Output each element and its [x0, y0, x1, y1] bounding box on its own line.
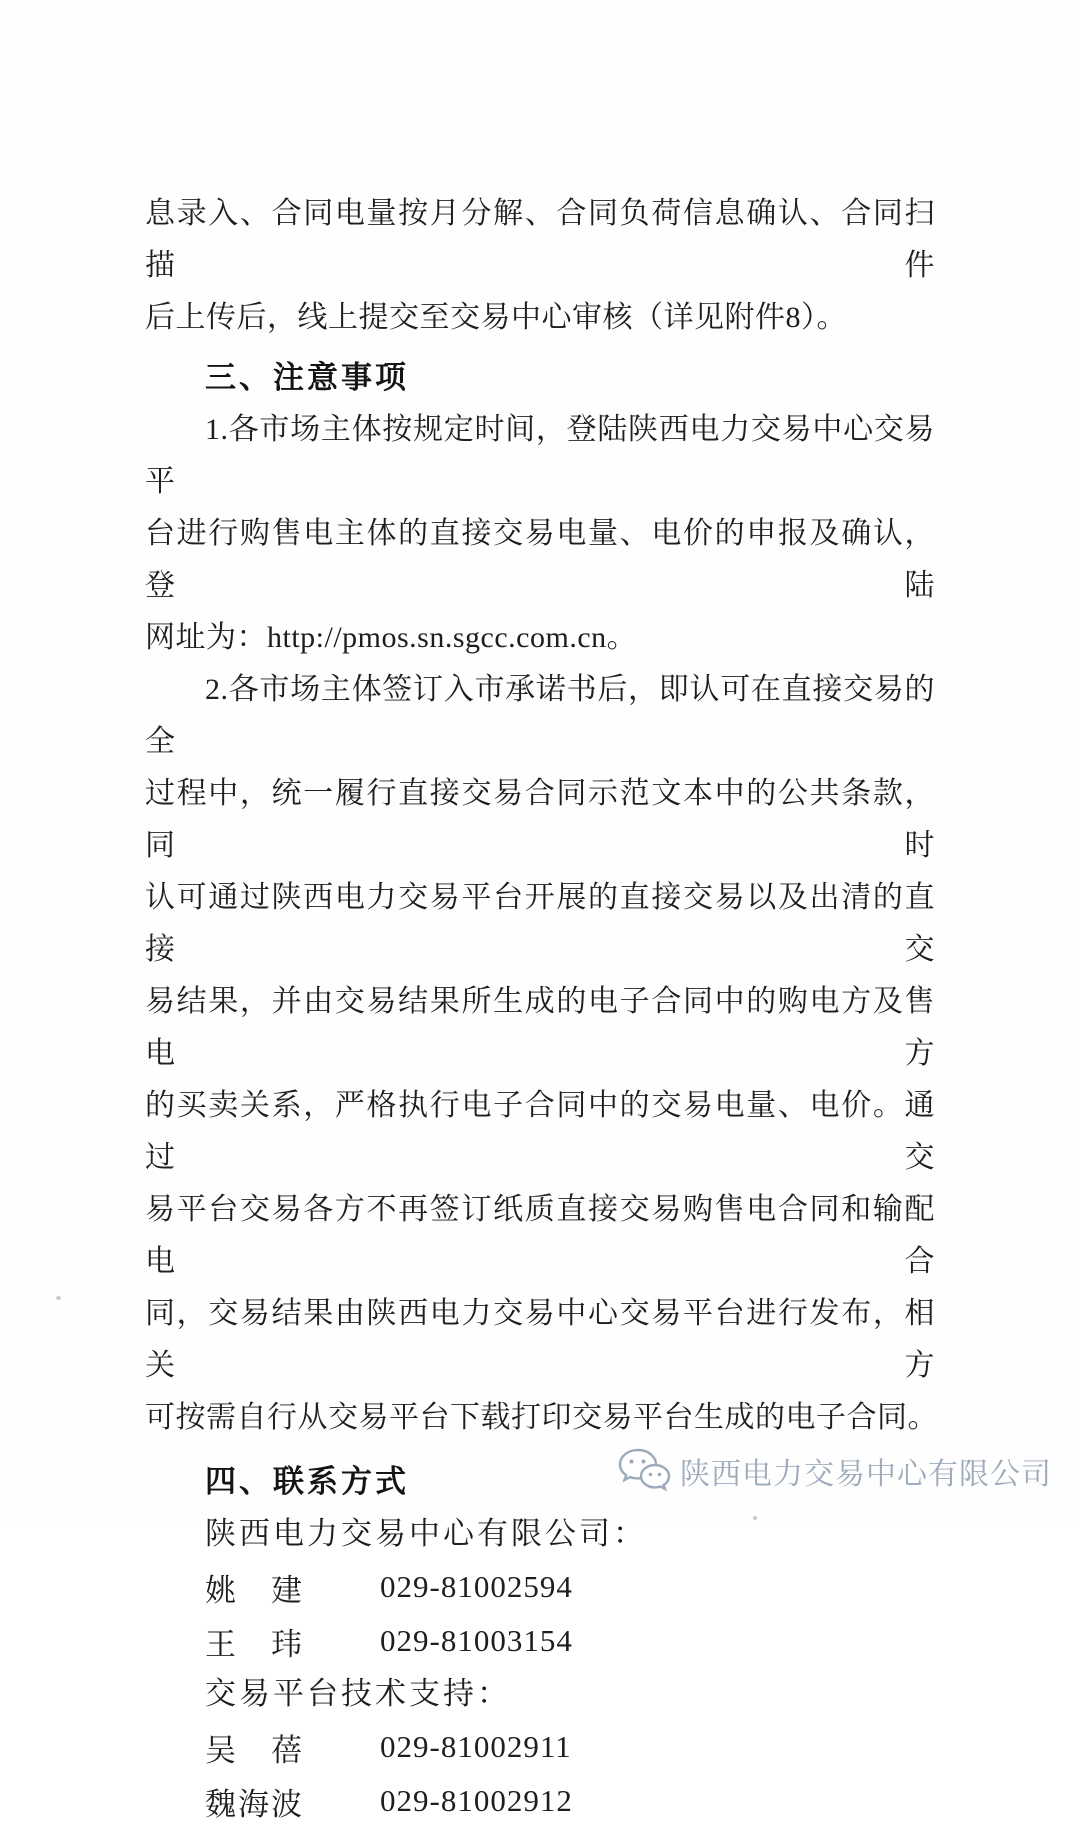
- contact-phone: 029-81002594: [380, 1569, 573, 1604]
- contact-name: 姚 建: [205, 1572, 304, 1608]
- item2-line: 同，交易结果由陕西电力交易中心交易平台进行发布，相关方: [145, 1297, 935, 1382]
- section3-heading: 三、注意事项: [205, 360, 409, 395]
- contact-row: [145, 1720, 935, 1774]
- contact-name: 魏海波: [205, 1786, 304, 1822]
- contact-name: 吴 蓓: [205, 1732, 304, 1768]
- contact-row: [145, 1774, 935, 1828]
- item2-line: 易平台交易各方不再签订纸质直接交易购售电合同和输配电合: [145, 1193, 935, 1278]
- item1-line-url: 网址为：http://pmos.sn.sgcc.com.cn。: [145, 621, 638, 654]
- account-name: 陕西电力交易中心有限公司: [680, 1458, 1052, 1491]
- wechat-icon: [618, 1448, 670, 1494]
- item2-line: 认可通过陕西电力交易平台开展的直接交易以及出清的直接交: [145, 881, 935, 966]
- item2-line: 可按需自行从交易平台下载打印交易平台生成的电子合同。: [145, 1401, 938, 1434]
- tech-support-line: 交易平台技术支持：: [205, 1676, 511, 1711]
- contact-phone: 029-81002912: [380, 1783, 573, 1818]
- scan-speck: [56, 1296, 61, 1300]
- contact-phone: 029-81003154: [380, 1623, 573, 1658]
- intro-line: 息录入、合同电量按月分解、合同负荷信息确认、合同扫描件: [145, 197, 935, 282]
- item2-line: 易结果，并由交易结果所生成的电子合同中的购电方及售电方: [145, 985, 935, 1070]
- section4-heading: 四、联系方式: [205, 1464, 409, 1499]
- contact-row: [145, 1560, 935, 1614]
- item2-line: 过程中，统一履行直接交易合同示范文本中的公共条款，同时: [145, 777, 935, 862]
- intro-line: 后上传后，线上提交至交易中心审核（详见附件8）。: [145, 301, 847, 334]
- item2-line: 的买卖关系，严格执行电子合同中的交易电量、电价。通过交: [145, 1089, 935, 1174]
- item1-line: 1.各市场主体按规定时间，登陆陕西电力交易中心交易平: [145, 413, 935, 498]
- contact-row: [145, 1614, 935, 1668]
- scan-speck: [753, 1516, 757, 1520]
- item1-line: 台进行购售电主体的直接交易电量、电价的申报及确认，登陆: [145, 517, 935, 602]
- account-watermark: [618, 1448, 1052, 1494]
- contact-name: 王 玮: [205, 1626, 304, 1662]
- document-body: [145, 188, 938, 1828]
- organization-line: 陕西电力交易中心有限公司：: [205, 1516, 647, 1551]
- item2-line: 2.各市场主体签订入市承诺书后，即认可在直接交易的全: [145, 673, 935, 758]
- contact-phone: 029-81002911: [380, 1729, 572, 1764]
